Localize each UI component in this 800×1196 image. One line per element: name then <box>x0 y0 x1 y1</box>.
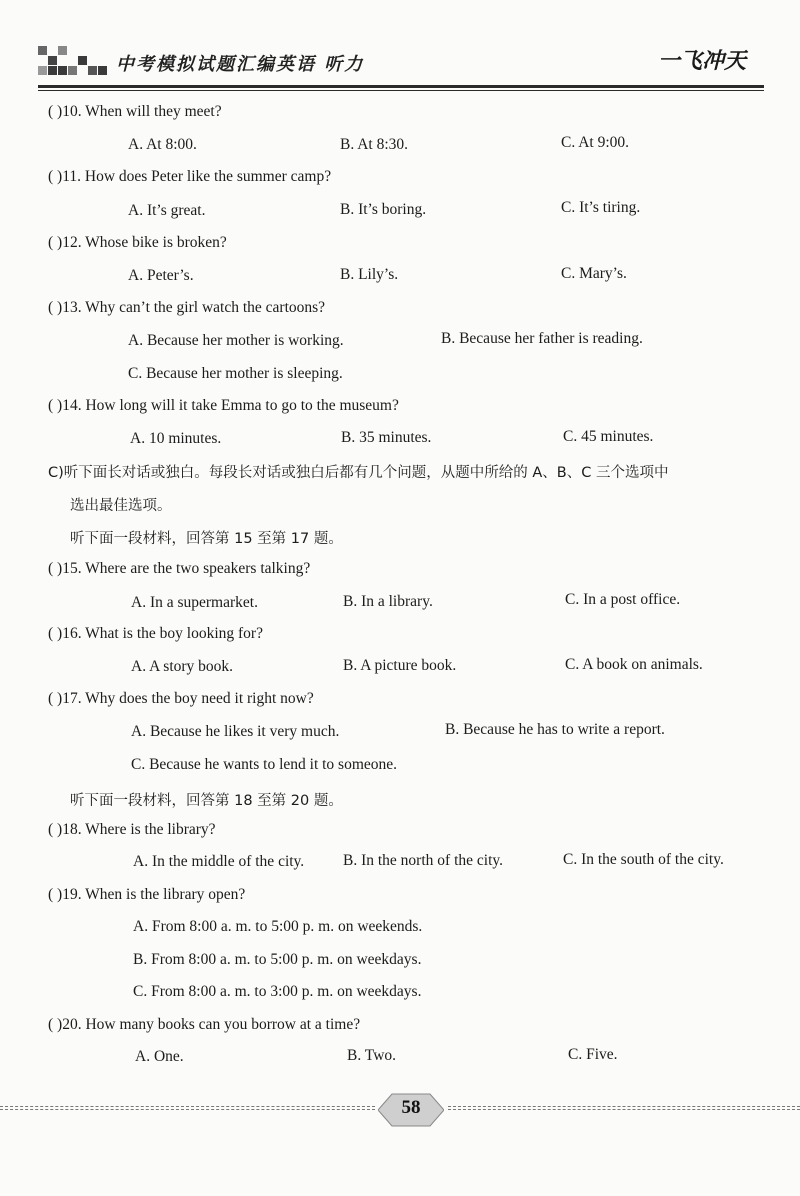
q11-option-b: B. It’s boring. <box>340 201 427 218</box>
q16-option-c: C. A book on animals. <box>565 656 703 673</box>
q17-option-c: C. Because he wants to lend it to someone. <box>131 756 398 773</box>
section-c-instruction-line2: 选出最佳选项。 <box>70 498 172 514</box>
q15-option-c: C. In a post office. <box>565 591 681 608</box>
question-14: ( )14. How long will it take Emma to go to the museum? <box>48 397 399 414</box>
q20-option-a: A. One. <box>135 1048 184 1065</box>
q18-option-b: B. In the north of the city. <box>343 852 503 869</box>
q12-option-b: B. Lily’s. <box>340 266 399 283</box>
q18-option-a: A. In the middle of the city. <box>133 853 305 870</box>
header-rule <box>38 85 764 88</box>
q13-option-b: B. Because her father is reading. <box>441 330 643 347</box>
q15-option-a: A. In a supermarket. <box>131 594 258 611</box>
q13-option-a: A. Because her mother is working. <box>128 332 344 349</box>
q14-option-b: B. 35 minutes. <box>341 429 432 446</box>
q12-option-c: C. Mary’s. <box>561 265 627 282</box>
q14-option-c: C. 45 minutes. <box>563 428 654 445</box>
book-title: 中考模拟试题汇编英语 听力 <box>116 54 365 75</box>
q16-option-a: A. A story book. <box>131 658 234 675</box>
page-number: 58 <box>401 1097 421 1118</box>
q12-option-a: A. Peter’s. <box>128 267 194 284</box>
q19-option-a: A. From 8:00 a. m. to 5:00 p. m. on weekends. <box>133 918 423 935</box>
header-rule-thin <box>38 90 764 91</box>
q20-option-b: B. Two. <box>347 1047 397 1064</box>
q10-option-b: B. At 8:30. <box>340 136 409 153</box>
question-11: ( )11. How does Peter like the summer camp? <box>48 168 332 185</box>
footer-decoration-left <box>0 1106 375 1114</box>
q13-option-c: C. Because her mother is sleeping. <box>128 365 343 382</box>
q17-option-a: A. Because he likes it very much. <box>131 723 340 740</box>
q17-option-b: B. Because he has to write a report. <box>445 721 665 738</box>
question-15: ( )15. Where are the two speakers talking? <box>48 560 311 577</box>
brand-logo-text: 一飞冲天 <box>658 49 747 74</box>
q20-option-c: C. Five. <box>568 1046 618 1063</box>
q14-option-a: A. 10 minutes. <box>130 430 222 447</box>
q10-option-a: A. At 8:00. <box>128 136 197 153</box>
q11-option-a: A. It’s great. <box>128 202 206 219</box>
header-logo-blocks <box>38 46 108 84</box>
question-10: ( )10. When will they meet? <box>48 103 222 120</box>
q19-option-c: C. From 8:00 a. m. to 3:00 p. m. on weekdays. <box>133 983 422 1000</box>
question-18: ( )18. Where is the library? <box>48 821 216 838</box>
footer-decoration-right <box>448 1106 800 1114</box>
section-c-subheading-15-17: 听下面一段材料，回答第 15 至第 17 题。 <box>70 531 343 547</box>
question-12: ( )12. Whose bike is broken? <box>48 234 227 251</box>
q19-option-b: B. From 8:00 a. m. to 5:00 p. m. on weekdays. <box>133 951 422 968</box>
section-c-instruction-line1: C)听下面长对话或独白。每段长对话或独白后都有几个问题，从题中所给的 A、B、C 三个选项中 <box>48 465 669 481</box>
question-20: ( )20. How many books can you borrow at a time? <box>48 1016 361 1033</box>
question-13: ( )13. Why can’t the girl watch the cartoons? <box>48 299 326 316</box>
section-c-subheading-18-20: 听下面一段材料，回答第 18 至第 20 题。 <box>70 793 343 809</box>
question-19: ( )19. When is the library open? <box>48 886 246 903</box>
q16-option-b: B. A picture book. <box>343 657 457 674</box>
question-16: ( )16. What is the boy looking for? <box>48 625 263 642</box>
question-17: ( )17. Why does the boy need it right now? <box>48 690 314 707</box>
q18-option-c: C. In the south of the city. <box>563 851 724 868</box>
q11-option-c: C. It’s tiring. <box>561 199 641 216</box>
page-header <box>0 0 800 95</box>
q10-option-c: C. At 9:00. <box>561 134 630 151</box>
q15-option-b: B. In a library. <box>343 593 433 610</box>
